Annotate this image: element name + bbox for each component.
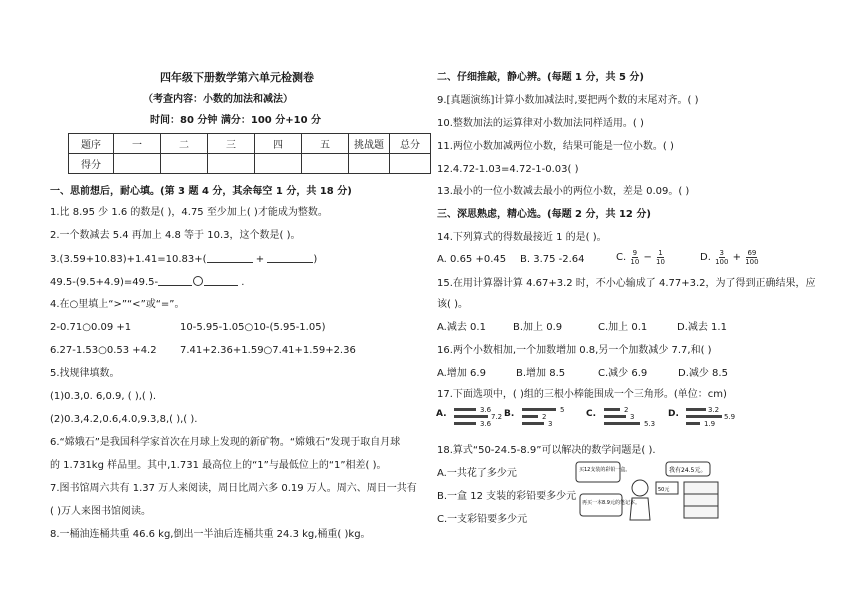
bubble-text: 再买一本8.9元的笔记本。: [582, 500, 640, 506]
answer-blank[interactable]: [207, 252, 253, 263]
question-14-option-d[interactable]: [700, 248, 760, 268]
question-3a: [50, 252, 317, 266]
table-cell: 总分: [390, 134, 431, 154]
option-d-label: D.: [700, 252, 711, 263]
option-label: C.: [586, 409, 597, 419]
table-cell: 三: [208, 134, 255, 154]
fraction: [656, 249, 665, 266]
period: .: [238, 277, 245, 288]
shopping-scene-svg: [572, 460, 722, 524]
question-3b: [50, 275, 244, 289]
stick-length: 3.2: [708, 406, 720, 414]
table-cell: 得分: [69, 154, 114, 174]
table-cell: 二: [161, 134, 208, 154]
stick: [522, 415, 538, 418]
question-16-option-a[interactable]: A.增加 6.9: [437, 368, 486, 379]
score-table-header-row: [69, 134, 431, 154]
shop-shelf: [684, 482, 718, 518]
fraction: [715, 249, 728, 266]
question-16-option-d[interactable]: D.减少 8.5: [678, 368, 728, 379]
question-12: 12.4.72-1.03=4.72-1-0.03( ): [437, 164, 579, 175]
question-17: 17.下面选项中，( )组的三根小棒能围成一个三角形。(单位：cm): [437, 389, 727, 400]
numerator: 9: [632, 248, 638, 257]
stick-options: [436, 406, 736, 436]
bubble-text: 买12支装的彩铅一盒。: [579, 467, 631, 473]
table-cell: 一: [114, 134, 161, 154]
stick: [604, 415, 626, 418]
stick: [454, 415, 488, 418]
table-cell: 五: [302, 134, 349, 154]
section1-heading: 一、思前想后，耐心填。(第 3 题 4 分，其余每空 1 分，共 18 分): [50, 186, 352, 197]
stick-length: 2: [542, 413, 547, 421]
fraction: [745, 249, 758, 266]
section3-heading: 三、深思熟虑，精心选。(每题 2 分，共 12 分): [437, 209, 651, 220]
question-16: 16.两个小数相加,一个加数增加 0.8,另一个加数减少 7.7,和( ): [437, 345, 712, 356]
question-16-option-c[interactable]: C.减少 6.9: [598, 368, 648, 379]
stick: [454, 422, 476, 425]
score-input-cell[interactable]: [161, 154, 208, 174]
question-15-line2: 该( )。: [437, 299, 468, 310]
question-4-row2-b: 7.41+2.36+1.59○7.41+1.59+2.36: [180, 345, 356, 356]
stick-length: 3: [548, 420, 553, 428]
close-paren: ): [313, 254, 318, 265]
question-2: 2.一个数减去 5.4 再加上 4.8 等于 10.3，这个数是( )。: [50, 230, 301, 241]
score-input-cell[interactable]: [302, 154, 349, 174]
stick: [686, 415, 722, 418]
question-4-row1-b: 10-5.95-1.05○10-(5.95-1.05): [180, 322, 326, 333]
question-16-option-b[interactable]: B.增加 8.5: [516, 368, 566, 379]
exam-title: 四年级下册数学第六单元检测卷: [160, 71, 314, 84]
denominator: 10: [630, 257, 640, 266]
question-4: 4.在○里填上“>”“<”或“=”。: [50, 299, 185, 310]
section2-heading: 二、仔细推敲，静心辨。(每题 1 分，共 5 分): [437, 72, 644, 83]
option-label: B.: [504, 409, 515, 419]
question-4-row2-a: 6.27-1.53○0.53 +4.2: [50, 345, 157, 356]
answer-blank[interactable]: [267, 252, 313, 263]
question-6-line2: 的 1.731kg 样品里。其中,1.731 最高位上的“1”与最低位上的“1”相差( )。: [50, 460, 387, 471]
question-5: 5.找规律填数。: [50, 368, 120, 379]
stick: [604, 408, 620, 411]
stick-length: 3.6: [480, 406, 492, 414]
question-7-line2: ( )万人来图书馆阅读。: [50, 506, 151, 517]
question-15-option-c[interactable]: C.加上 0.1: [598, 322, 648, 333]
score-input-cell[interactable]: [255, 154, 302, 174]
score-input-cell[interactable]: [349, 154, 390, 174]
numerator: 3: [719, 248, 724, 257]
stick-length: 7.2: [491, 413, 503, 421]
answer-blank[interactable]: [158, 275, 192, 286]
question-14-option-a[interactable]: A. 0.65 +0.45: [437, 254, 507, 265]
question-8: 8.一桶油连桶共重 46.6 kg,倒出一半油后连桶共重 24.3 kg,桶重( )kg。: [50, 529, 371, 540]
denominator: 100: [715, 257, 729, 266]
stick: [686, 408, 706, 411]
question-6-line1: 6.“嫦娥石”是我国科学家首次在月球上发现的新矿物。“嫦娥石”发现于取自月球: [50, 437, 401, 448]
question-15-option-d[interactable]: D.减去 1.1: [677, 322, 727, 333]
table-cell: 题序: [69, 134, 114, 154]
question-18: 18.算式“50-24.5-8.9”可以解决的数学问题是( ).: [437, 445, 656, 456]
question-4-row1-a: 2-0.71○0.09 +1: [50, 322, 132, 333]
question-7-line1: 7.图书馆周六共有 1.37 万人来阅读，周日比周六多 0.19 万人。周六、周日一共有: [50, 483, 417, 494]
denominator: 100: [745, 257, 759, 266]
score-table-score-row: [69, 154, 431, 174]
stick: [604, 422, 640, 425]
score-input-cell[interactable]: [114, 154, 161, 174]
option-label: D.: [668, 409, 679, 419]
score-table: [68, 133, 431, 174]
table-cell: 四: [255, 134, 302, 154]
question-15-line1: 15.在用计算器计算 4.67+3.2 时，不小心输成了 4.77+3.2，为了得到正确结果，应: [437, 278, 816, 289]
stick-length: 3: [630, 413, 635, 421]
score-input-cell[interactable]: [208, 154, 255, 174]
stick: [686, 422, 700, 425]
stick-length: 2: [624, 406, 629, 414]
question-15-option-a[interactable]: A.减去 0.1: [437, 322, 486, 333]
time-info: 时间：80 分钟 满分：100 分+10 分: [150, 115, 322, 126]
question-13: 13.最小的一位小数减去最小的两位小数，差是 0.09。( ): [437, 186, 690, 197]
question-1: 1.比 8.95 少 1.6 的数是( )，4.75 至少加上( )才能成为整数。: [50, 207, 328, 218]
question-15-option-b[interactable]: B.加上 0.9: [513, 322, 563, 333]
denominator: 10: [656, 257, 665, 266]
stick: [454, 408, 476, 411]
question-14-option-c[interactable]: [616, 248, 666, 268]
stick-length: 5: [560, 406, 565, 414]
stick-length: 5.3: [644, 420, 656, 428]
question-18-option-c[interactable]: C.一支彩铅要多少元: [437, 514, 528, 525]
stick: [522, 408, 556, 411]
plus-sign: +: [252, 254, 268, 265]
question-5-2: (2)0.3,4.2,0.6,4.0,9.3,8,( ),( ).: [50, 414, 198, 425]
question-14: 14.下列算式的得数最接近 1 的是( )。: [437, 232, 607, 243]
compare-circle[interactable]: [193, 276, 203, 286]
question-18-option-b[interactable]: B.一盒 12 支装的彩铅要多少元: [437, 491, 577, 502]
stick-length: 1.9: [704, 420, 716, 428]
shopping-illustration: [572, 460, 722, 524]
bubble-text: 我有24.5元。: [669, 467, 707, 474]
question-5-1: (1)0.3,0. 6,0.9, ( ),( ).: [50, 391, 157, 402]
answer-blank[interactable]: [204, 275, 238, 286]
child-figure: [632, 480, 648, 496]
stick: [522, 422, 544, 425]
question-10: 10.整数加法的运算律对小数加法同样适用。( ): [437, 118, 644, 129]
question-3b-text: 49.5-(9.5+4.9)=49.5-: [50, 277, 159, 288]
exam-subtitle: （考查内容：小数的加法和减法）: [143, 94, 293, 105]
option-c-label: C.: [616, 252, 627, 263]
question-18-option-a[interactable]: A.一共花了多少元: [437, 468, 517, 479]
numerator: 69: [747, 248, 757, 257]
banknote-text: 50元: [658, 487, 670, 493]
table-cell: 挑战题: [349, 134, 390, 154]
stick-length: 5.9: [724, 413, 736, 421]
option-label: A.: [436, 409, 447, 419]
question-9: 9.[真题演练]计算小数加减法时,要把两个数的末尾对齐。( ): [437, 95, 699, 106]
operator: +: [732, 252, 742, 263]
question-14-option-b[interactable]: B. 3.75 -2.64: [520, 254, 585, 265]
stick-length: 3.6: [480, 420, 492, 428]
operator: −: [643, 252, 652, 263]
question-11: 11.两位小数加减两位小数，结果可能是一位小数。( ): [437, 141, 674, 152]
numerator: 1: [658, 248, 663, 257]
question-3a-text: 3.(3.59+10.83)+1.41=10.83+(: [50, 254, 207, 265]
fraction: [630, 249, 639, 266]
score-input-cell[interactable]: [390, 154, 431, 174]
